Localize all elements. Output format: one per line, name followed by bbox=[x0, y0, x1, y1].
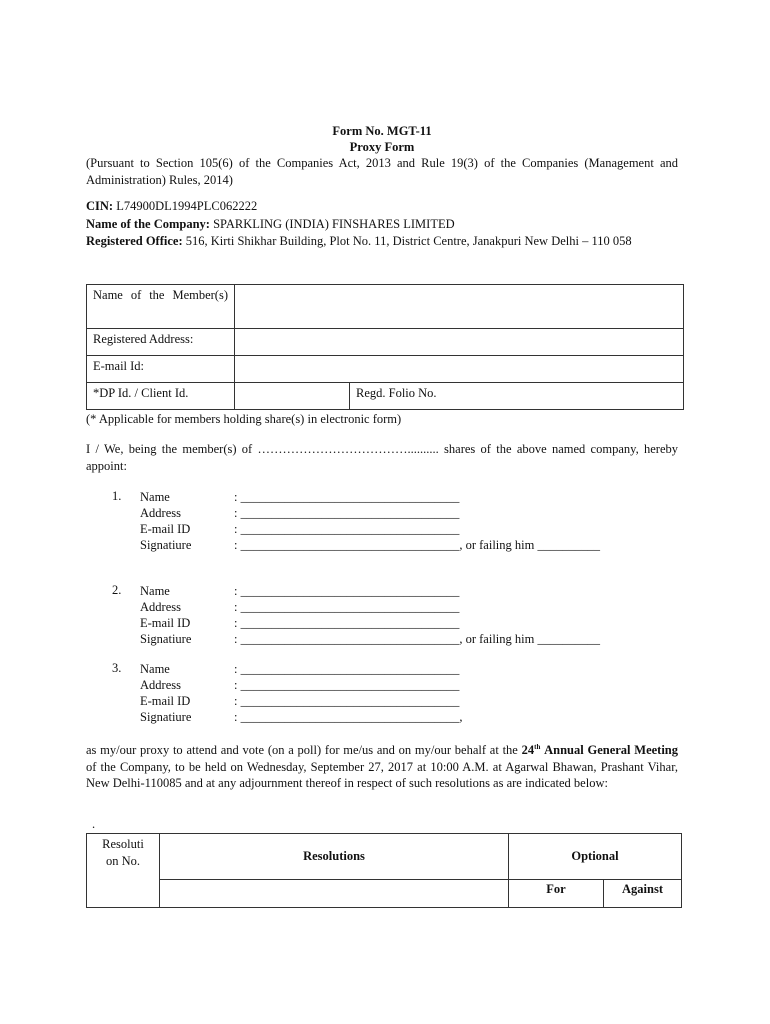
appointee-number: 1. bbox=[112, 489, 122, 503]
appointee-number: 2. bbox=[112, 583, 122, 597]
resolution-no-header: Resoluti on No. bbox=[87, 834, 160, 908]
appointee-name-field[interactable]: : ___________________________________ bbox=[234, 490, 460, 504]
appointee-address-label: Address bbox=[140, 506, 181, 520]
appointee-name-field[interactable]: : ___________________________________ bbox=[234, 584, 460, 598]
appointee-email-field[interactable]: : ___________________________________ bbox=[234, 694, 460, 708]
failing-him-text: , or failing him __________ bbox=[459, 538, 600, 552]
cin-line bbox=[86, 198, 678, 215]
appointee-name-field[interactable]: : ___________________________________ bbox=[234, 662, 460, 676]
appointee-number: 3. bbox=[112, 661, 122, 675]
registered-office-value: 516, Kirti Shikhar Building, Plot No. 11, District Centre, Janakpuri New Delhi – 110 058 bbox=[185, 234, 632, 248]
appointee-name-label: Name bbox=[140, 584, 170, 598]
appointee-email-field[interactable]: : ___________________________________ bbox=[234, 616, 460, 630]
optional-header: Optional bbox=[509, 834, 682, 880]
appointee-signature-label: Signatiure bbox=[140, 632, 192, 646]
appointee-email-label: E-mail ID bbox=[140, 616, 191, 630]
appointee-address-label: Address bbox=[140, 678, 181, 692]
cin-label: CIN: bbox=[86, 199, 114, 213]
member-details-table bbox=[86, 284, 684, 410]
dp-id-field[interactable] bbox=[235, 383, 350, 410]
form-title: Proxy Form bbox=[349, 140, 415, 154]
appointee-address-field[interactable]: : ___________________________________ bbox=[234, 506, 460, 520]
electronic-note: (* Applicable for members holding share(s) in electronic form) bbox=[86, 412, 402, 426]
folio-no-label: Regd. Folio No. bbox=[350, 383, 684, 410]
for-header: For bbox=[509, 880, 604, 908]
company-name-value: SPARKLING (INDIA) FINSHARES LIMITED bbox=[213, 217, 455, 231]
registered-office-label: Registered Office: bbox=[86, 234, 183, 248]
appointee-email-field[interactable]: : ___________________________________ bbox=[234, 522, 460, 536]
trailing-comma: , bbox=[459, 710, 463, 724]
company-name-line bbox=[86, 216, 678, 233]
dp-id-label: *DP Id. / Client Id. bbox=[87, 383, 235, 410]
resolution-text-cell[interactable] bbox=[160, 880, 509, 908]
form-number: Form No. MGT-11 bbox=[332, 124, 432, 138]
cin-value: L74900DL1994PLC062222 bbox=[116, 199, 258, 213]
against-header: Against bbox=[604, 880, 682, 908]
pursuant-text: (Pursuant to Section 105(6) of the Companies Act, 2013 and Rule 19(3) of the Companies (Management and Administration) Rules, 2014) bbox=[86, 156, 678, 187]
appointee-address-field[interactable]: : ___________________________________ bbox=[234, 678, 460, 692]
email-field[interactable] bbox=[235, 356, 684, 383]
appointee-address-field[interactable]: : ___________________________________ bbox=[234, 600, 460, 614]
resolutions-header: Resolutions bbox=[160, 834, 509, 880]
stray-dot: . bbox=[92, 817, 96, 831]
proxy-purpose-text: as my/our proxy to attend and vote (on a poll) for me/us and on my/our behalf at the 24th Annual General Meeting of the Company, to be held on Wednesday, September 27, 2017 at 10:00 A.M. at Agarwal Bhawan, Prashant Vihar, New Delhi-110085 and at any adjournment thereof in respect of such resolutions as are indicated below: bbox=[86, 743, 679, 791]
appointee-address-label: Address bbox=[140, 600, 181, 614]
appointee-signature-field[interactable]: : ___________________________________ bbox=[234, 710, 460, 724]
appointee-email-label: E-mail ID bbox=[140, 694, 191, 708]
resolution-table bbox=[86, 833, 682, 908]
member-name-label: Name of the Member(s) bbox=[87, 285, 235, 329]
failing-him-text: , or failing him __________ bbox=[459, 632, 600, 646]
appointee-signature-field[interactable]: : ___________________________________ bbox=[234, 538, 460, 552]
member-name-field[interactable] bbox=[235, 285, 684, 329]
appointee-name-label: Name bbox=[140, 490, 170, 504]
registered-address-label: Registered Address: bbox=[87, 329, 235, 356]
appointee-email-label: E-mail ID bbox=[140, 522, 191, 536]
appointee-signature-field[interactable]: : ___________________________________ bbox=[234, 632, 460, 646]
email-label: E-mail Id: bbox=[87, 356, 235, 383]
appoint-text: I / We, being the member(s) of ……………………………….......... shares of the above named company, hereby appoint: bbox=[86, 442, 678, 473]
registered-address-field[interactable] bbox=[235, 329, 684, 356]
appointee-signature-label: Signatiure bbox=[140, 710, 192, 724]
appointee-signature-label: Signatiure bbox=[140, 538, 192, 552]
registered-office-line bbox=[86, 233, 678, 250]
company-name-label: Name of the Company: bbox=[86, 217, 210, 231]
appointee-name-label: Name bbox=[140, 662, 170, 676]
